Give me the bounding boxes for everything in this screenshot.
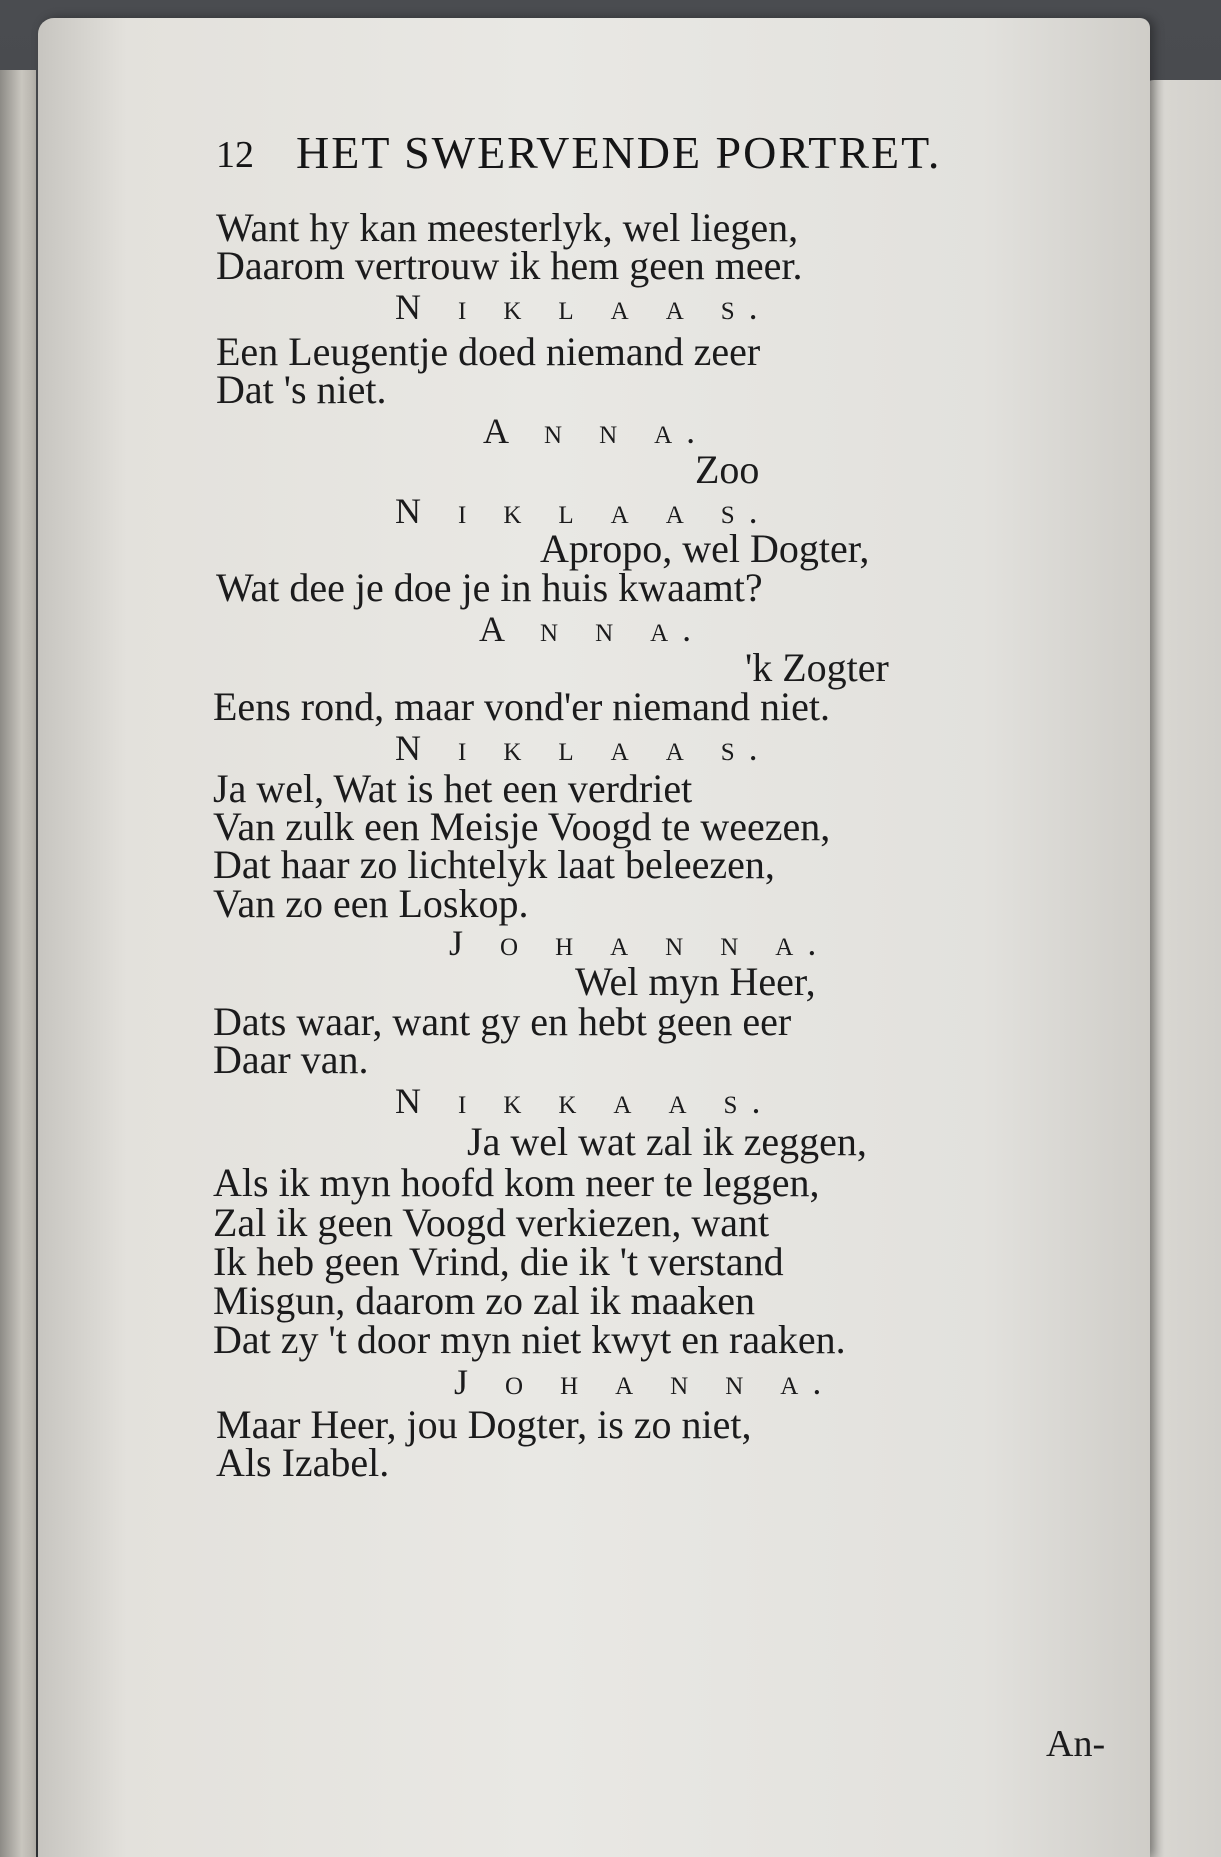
book-page [38, 18, 1150, 1857]
text-line: Daarom vertrouw ik hem geen meer. [216, 243, 803, 288]
text-line: Zal ik geen Voogd verkiezen, want [213, 1200, 770, 1245]
text-line: Als Izabel. [216, 1440, 390, 1485]
text-line: Want hy kan meesterlyk, wel liegen, [216, 205, 799, 250]
text-line: Ja wel wat zal ik zeggen, [467, 1119, 867, 1164]
speaker-label: J o h a n n a. [449, 923, 831, 963]
text-line: Ik heb geen Vrind, die ik 't verstand [213, 1239, 784, 1284]
speaker-label: J o h a n n a. [454, 1362, 836, 1402]
speaker-label: N i k l a a s. [395, 287, 772, 327]
text-line: Wat dee je doe je in huis kwaamt? [216, 565, 763, 610]
text-line: Misgun, daarom zo zal ik maaken [213, 1278, 756, 1323]
show-through-texture [908, 158, 1168, 1758]
text-line: 'k Zogter [745, 645, 889, 690]
running-title: HET SWERVENDE PORTRET. [296, 127, 942, 178]
text-line: Maar Heer, jou Dogter, is zo niet, [216, 1402, 752, 1447]
text-line: Wel myn Heer, [575, 959, 816, 1004]
text-line: Dat haar zo lichtelyk laat beleezen, [213, 842, 775, 887]
text-line: Dats waar, want gy en hebt geen eer [213, 999, 792, 1044]
speaker-label: A n n a. [483, 411, 710, 451]
text-line: Apropo, wel Dogter, [540, 526, 870, 571]
speaker-label: N i k k a a s. [395, 1081, 775, 1121]
text-line: Dat 's niet. [216, 367, 387, 412]
text-line: Een Leugentje doed niemand zeer [216, 329, 761, 374]
text-line: Zoo [695, 447, 760, 492]
text-line: Daar van. [213, 1037, 369, 1082]
text-line: Dat zy 't door myn niet kwyt en raaken. [213, 1317, 846, 1362]
previous-page-edge [0, 70, 36, 1857]
speaker-label: N i k l a a s. [395, 491, 772, 531]
page-number: 12 [216, 134, 254, 176]
text-line: Ja wel, Wat is het een verdriet [213, 766, 693, 811]
text-line: Eens rond, maar vond'er niemand niet. [213, 684, 831, 729]
speaker-label: A n n a. [479, 609, 706, 649]
text-line: Als ik myn hoofd kom neer te leggen, [213, 1160, 820, 1205]
speaker-label: N i k l a a s. [395, 728, 772, 768]
text-line: Van zo een Loskop. [213, 881, 529, 926]
text-line: Van zulk een Meisje Voogd te weezen, [213, 804, 831, 849]
catchword: An- [1046, 1723, 1106, 1765]
